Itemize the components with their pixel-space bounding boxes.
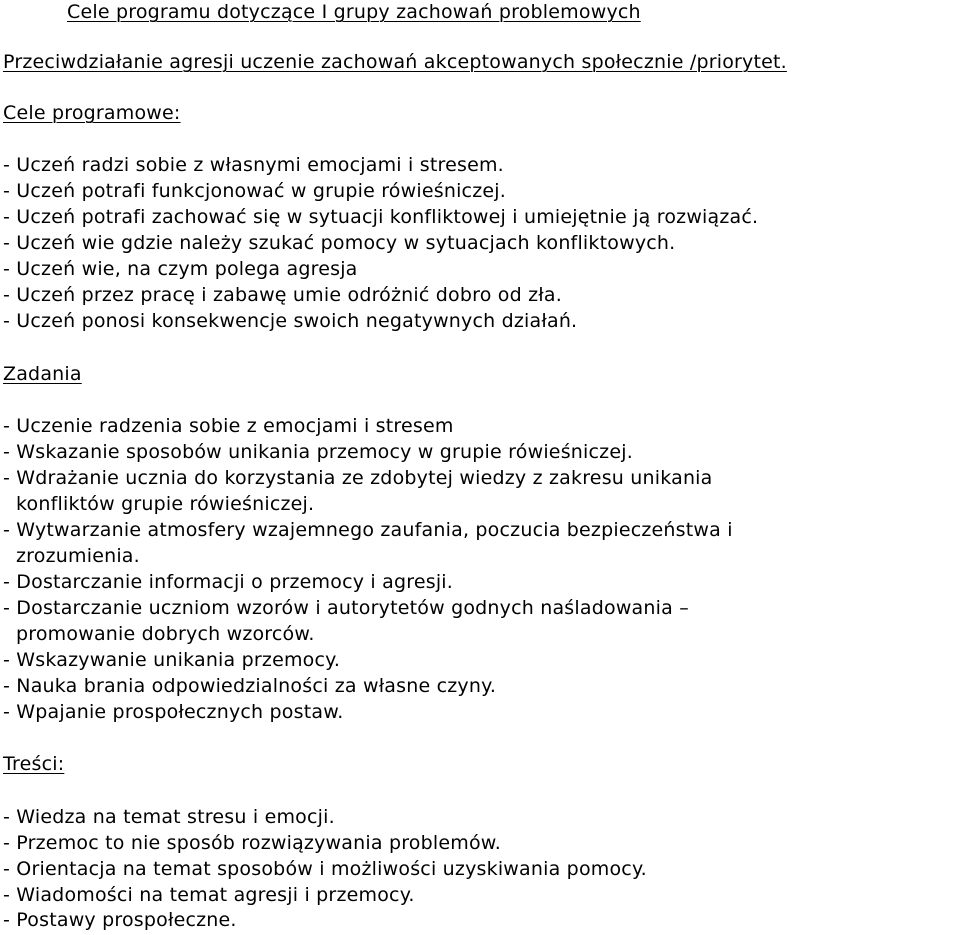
goal-item: - Uczeń potrafi funkcjonować w grupie rówieśniczej. [3, 180, 506, 202]
document-title: Cele programu dotyczące I grupy zachowań problemowych [67, 1, 641, 23]
goal-item: - Uczeń wie, na czym polega agresja [3, 258, 358, 280]
task-line: - Wdrażanie ucznia do korzystania ze zdobytej wiedzy z zakresu unikania [3, 467, 713, 489]
task-line: - Wytwarzanie atmosfery wzajemnego zaufania, poczucia bezpieczeństwa i [3, 519, 733, 541]
content-item: - Przemoc to nie sposób rozwiązywania problemów. [3, 832, 502, 854]
content-heading: Treści: [3, 753, 65, 775]
task-line-continuation: konfliktów grupie rówieśniczej. [16, 493, 315, 515]
tasks-heading: Zadania [3, 363, 82, 385]
goal-item: - Uczeń ponosi konsekwencje swoich negatywnych działań. [3, 310, 578, 332]
task-line-continuation: zrozumienia. [16, 545, 140, 567]
goal-item: - Uczeń potrafi zachować się w sytuacji konfliktowej i umiejętnie ją rozwiązać. [3, 206, 759, 228]
task-line: - Wskazywanie unikania przemocy. [3, 649, 341, 671]
content-item: - Wiedza na temat stresu i emocji. [3, 806, 335, 828]
task-line: - Dostarczanie uczniom wzorów i autorytetów godnych naśladowania – [3, 597, 689, 619]
content-item: - Orientacja na temat sposobów i możliwości uzyskiwania pomocy. [3, 858, 647, 880]
task-line: - Uczenie radzenia sobie z emocjami i stresem [3, 415, 454, 437]
task-line-continuation: promowanie dobrych wzorców. [16, 623, 315, 645]
task-line: - Nauka brania odpowiedzialności za własne czyny. [3, 675, 497, 697]
priority-line: Przeciwdziałanie agresji uczenie zachowań akceptowanych społecznie /priorytet. [3, 51, 787, 73]
goal-item: - Uczeń radzi sobie z własnymi emocjami i stresem. [3, 154, 504, 176]
task-line: - Wskazanie sposobów unikania przemocy w grupie rówieśniczej. [3, 441, 633, 463]
goal-item: - Uczeń wie gdzie należy szukać pomocy w sytuacjach konfliktowych. [3, 232, 676, 254]
goal-item: - Uczeń przez pracę i zabawę umie odróżnić dobro od zła. [3, 284, 562, 306]
task-line: - Wpajanie prospołecznych postaw. [3, 701, 344, 723]
task-line: - Dostarczanie informacji o przemocy i agresji. [3, 571, 454, 593]
content-item: - Wiadomości na temat agresji i przemocy. [3, 884, 415, 906]
content-item: - Postawy prospołeczne. [3, 909, 237, 931]
goals-heading: Cele programowe: [3, 102, 181, 124]
